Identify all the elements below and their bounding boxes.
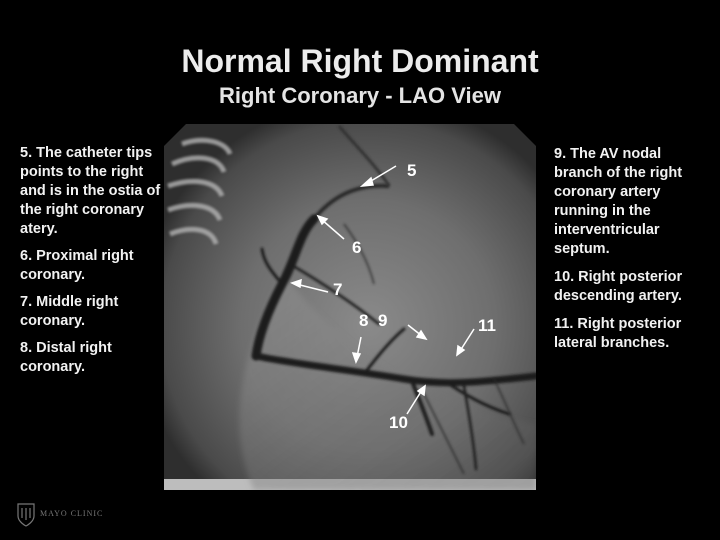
logo-text: MAYO CLINIC [40,509,104,518]
left-annotations [20,144,165,385]
label-6: 6 [352,238,362,257]
angiogram-image [164,124,536,490]
note-10: 10. Right posterior descending artery. [554,269,683,304]
note-6: 6. Proximal right coronary. [20,248,134,283]
slide-subtitle: Right Coronary - LAO View [219,83,501,108]
note-8: 8. Distal right coronary. [20,340,112,375]
note-11: 11. Right posterior lateral branches. [554,316,682,351]
label-11: 11 [478,316,496,335]
slide-title: Normal Right Dominant [181,43,539,79]
label-7: 7 [333,280,343,299]
label-8: 8 [359,311,369,330]
note-5: 5. The catheter tips points to the right and is in the ostia of the right coronary atery. [20,145,161,237]
label-10: 10 [389,413,408,432]
right-annotations [554,145,704,362]
note-9: 9. The AV nodal branch of the right coronary artery running in the interventricular septum. [554,146,683,257]
label-9: 9 [378,311,388,330]
label-5: 5 [407,161,417,180]
note-7: 7. Middle right coronary. [20,294,119,329]
